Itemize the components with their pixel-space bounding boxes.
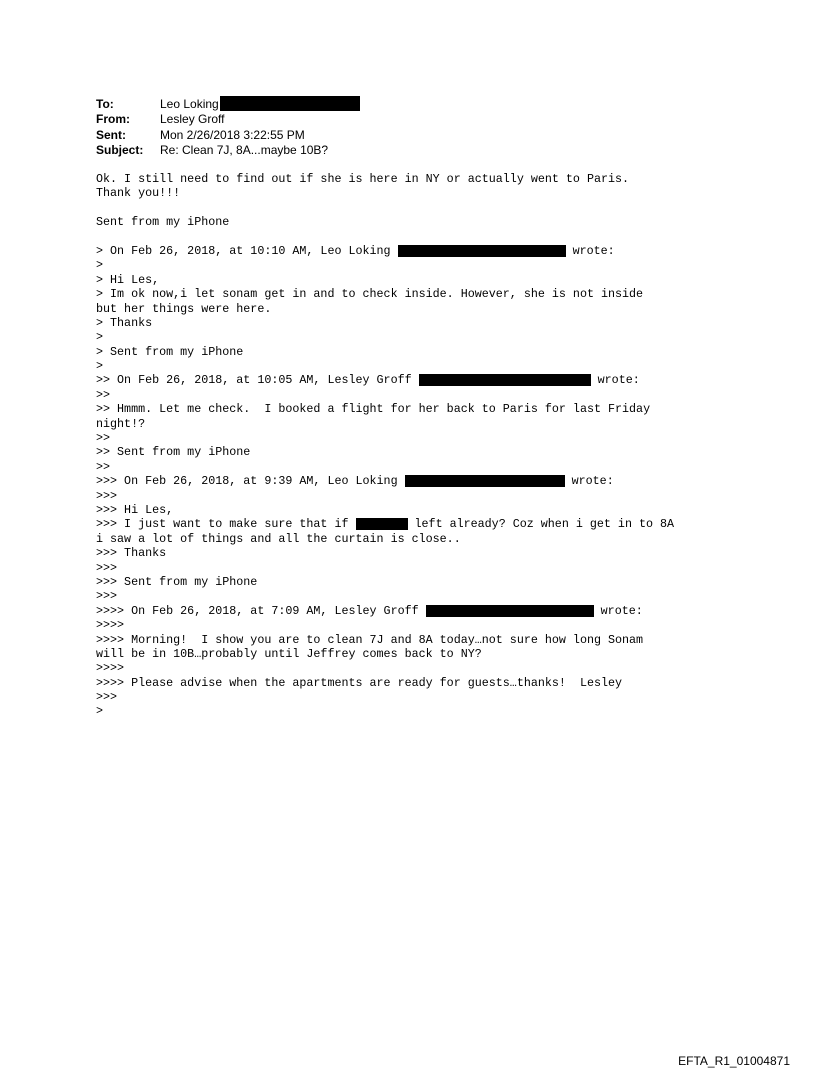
body-line [96,489,796,503]
to-name: Leo Loking [160,97,219,111]
body-line-text: > [96,359,104,374]
body-line-text: Ok. I still need to find out if she is here in NY or actually went to Paris. [96,172,630,186]
body-line-text: >> On Feb 26, 2018, at 10:05 AM, Lesley Groff [96,373,419,388]
body-line-text: wrote: [590,373,640,388]
body-line-text: >>>> Please advise when the apartments are ready for guests…thanks! Lesley [96,675,623,690]
body-line-text: >>> On Feb 26, 2018, at 9:39 AM, Leo Loking [96,474,405,489]
redaction-bar [356,518,408,530]
body-line [96,287,796,301]
body-line [96,201,796,215]
body-line-text: > Im ok now,i let sonam get in and to check inside. However, she is not inside [96,287,644,302]
body-line-text: >> Hmmm. Let me check. I booked a flight for her back to Paris for last Friday [96,402,651,417]
body-line-text: >> [96,431,111,446]
body-line [96,647,796,661]
body-line [96,273,796,287]
from-value: Lesley Groff [160,112,225,126]
to-value [160,96,360,112]
body-line [96,546,796,560]
to-label: To: [96,97,114,111]
sent-value: Mon 2/26/2018 3:22:55 PM [160,128,305,142]
body-line [96,230,796,244]
body-line [96,704,796,718]
body-line [96,575,796,589]
from-label: From: [96,112,130,126]
body-line-text: >> [96,459,111,474]
redaction-bar [398,245,566,257]
body-line-text: > [96,330,104,345]
body-line [96,388,796,402]
sent-label: Sent: [96,128,126,142]
body-line [96,215,796,229]
body-line-text: > Hi Les, [96,272,160,287]
body-line [96,474,796,488]
redaction-bar [405,475,565,487]
body-line [96,172,796,186]
body-line [96,618,796,632]
body-line-text: > Thanks [96,315,153,330]
body-line [96,345,796,359]
body-line-text: Thank you!!! [96,186,181,201]
body-line-text: >>>> [96,618,125,633]
body-line [96,316,796,330]
body-line-text: left already? Coz when i get in to 8A [407,517,675,532]
body-line [96,186,796,200]
body-line [96,359,796,373]
body-line [96,258,796,272]
body-line [96,589,796,603]
body-line-text: >> Sent from my iPhone [96,445,251,460]
body-line-text: but her things were here. [96,301,272,316]
body-line-text: >>>> On Feb 26, 2018, at 7:09 AM, Lesley Groff [96,603,426,618]
body-line [96,431,796,445]
redaction-bar [220,96,360,111]
body-line-text: >>> [96,589,118,604]
email-body [96,172,796,719]
body-line [96,330,796,344]
body-line-text: >>> Sent from my iPhone [96,574,258,589]
body-line-text: >>> [96,690,118,705]
body-line [96,676,796,690]
body-line-text: > Sent from my iPhone [96,344,244,359]
body-line [96,561,796,575]
body-line-text: wrote: [593,603,643,618]
body-line-text: > [96,704,104,719]
body-line [96,532,796,546]
redaction-bar [419,374,591,386]
body-line [96,460,796,474]
redaction-bar [426,605,594,617]
body-line-text: wrote: [565,243,615,258]
body-line [96,417,796,431]
body-line [96,690,796,704]
document-id: EFTA_R1_01004871 [678,1054,790,1068]
body-line [96,633,796,647]
body-line [96,604,796,618]
body-line-text: Sent from my iPhone [96,215,230,230]
body-line-text: night!? [96,416,146,431]
body-line-text: > [96,258,104,273]
subject-label: Subject: [96,143,144,157]
body-line [96,517,796,531]
body-line [96,503,796,517]
body-line [96,373,796,387]
body-line-text: >>>> [96,661,125,676]
body-line-text: >>> Hi Les, [96,502,174,517]
body-line-text: >>>> Morning! I show you are to clean 7J and 8A today…not sure how long Sonam [96,632,644,647]
subject-value: Re: Clean 7J, 8A...maybe 10B? [160,143,329,157]
body-line-text: >>> [96,488,118,503]
body-line [96,244,796,258]
body-line-text: wrote: [564,474,614,489]
body-line-text: i saw a lot of things and all the curtain is close.. [96,531,461,546]
body-line-text: >>> Thanks [96,546,167,561]
body-line-text: >>> I just want to make sure that if [96,517,356,532]
body-line-text: > On Feb 26, 2018, at 10:10 AM, Leo Loking [96,243,398,258]
body-line-text: >> [96,387,111,402]
body-line [96,661,796,675]
body-line [96,402,796,416]
body-line-text: will be in 10B…probably until Jeffrey comes back to NY? [96,646,482,661]
body-line [96,302,796,316]
body-line-text: >>> [96,560,118,575]
body-line [96,445,796,459]
